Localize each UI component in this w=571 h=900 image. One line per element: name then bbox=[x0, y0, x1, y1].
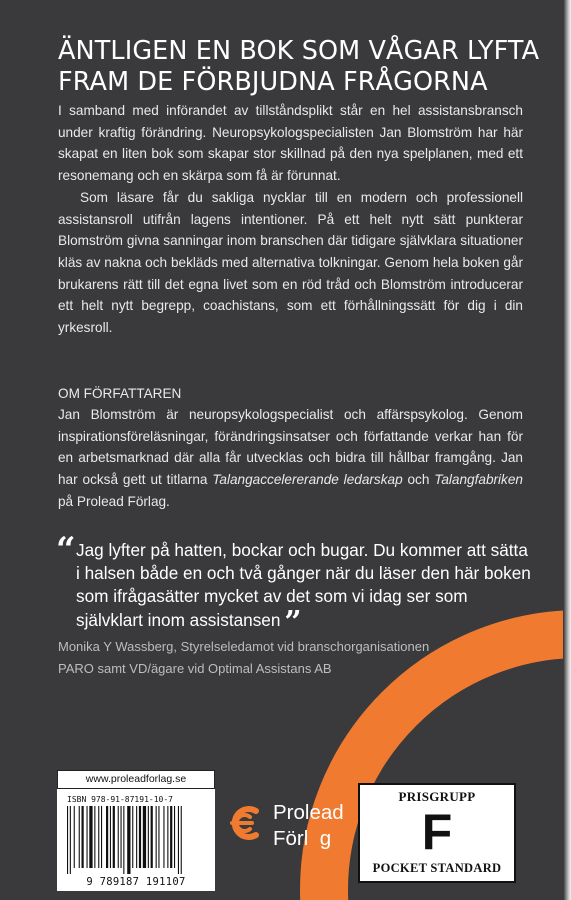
about-author-text bbox=[58, 404, 523, 513]
headline bbox=[58, 36, 538, 98]
blurb-paragraph-1: I samband med införandet av tillståndsplikt står en hel assistansbransch under kraftig förändring. Neuropsykologspecialisten Jan Blomström har här skapat en liten bok som skapar stor skillnad på den nya spelplanen, med ett resonemang och en skärpa som få är förunnat. bbox=[58, 103, 523, 184]
quote-open-mark: “ bbox=[56, 530, 76, 570]
cover-edge bbox=[563, 0, 571, 900]
book-title-1: Talangaccelererande ledarskap bbox=[212, 472, 403, 488]
barcode-digits: 9 789187 191107 bbox=[86, 876, 186, 888]
publisher-name-line-1: Prolead bbox=[273, 801, 344, 824]
price-group-letter: F bbox=[421, 804, 453, 860]
prolead-logo-icon bbox=[226, 803, 266, 843]
price-format-label: POCKET STANDARD bbox=[372, 861, 502, 875]
about-text-part-3: på Prolead Förlag. bbox=[58, 493, 170, 509]
isbn-label: ISBN 978-91-87191-10-7 bbox=[67, 795, 173, 804]
about-author-heading: OM FÖRFATTAREN bbox=[58, 386, 182, 401]
quote-close-mark: ” bbox=[284, 604, 302, 640]
price-group-box bbox=[358, 783, 516, 883]
book-title-2: Talangfabriken bbox=[434, 472, 523, 488]
review-quote bbox=[76, 539, 536, 640]
publisher-name bbox=[273, 800, 344, 852]
quote-source-line-2: PARO samt VD/ägare vid Optimal Assistans AB bbox=[58, 661, 332, 676]
publisher-name-line-2: Förlag bbox=[273, 827, 332, 850]
headline-line-1: ÄNTLIGEN EN BOK SOM VÅGAR LYFTA bbox=[58, 36, 540, 66]
barcode-icon bbox=[65, 806, 207, 874]
blurb bbox=[58, 100, 523, 339]
publisher-url: www.proleadforlag.se bbox=[57, 770, 215, 789]
price-group-label: PRISGRUPP bbox=[398, 789, 476, 804]
review-quote-text: Jag lyfter på hatten, bockar och bugar. Du kommer att sätta i halsen både en och två gånger när du läser den här boken som ifrågasätter mycket av det som vi idag ser som självklart inom assistansen bbox=[76, 540, 531, 630]
quote-source-line-1: Monika Y Wassberg, Styrelseledamot vid branschorganisationen bbox=[58, 639, 430, 654]
about-text-part-1: Jan Blomström är neuropsykologspecialist och affärspsykolog. Genom inspirationsföreläsningar, förändringsinsatser och författande verkar han för en arbetsmarknad där alla får utvecklas och bidra till hållbar framgång. Jan har också gett ut titlarna bbox=[58, 407, 523, 488]
barcode-panel bbox=[57, 770, 215, 891]
blurb-paragraph-2: Som läsare får du sakliga nycklar till en modern och professionell assistansroll utifrån lagens intentioner. På ett helt nytt sätt punkterar Blomström givna sanningar inom branschen där tidigare självklara situationer kläs av nakna och bekläds med alternativa tolkningar. Genom hela boken går brukarens rätt till det egna livet som en röd tråd och Blomström introducerar ett helt nytt begrepp, coachistans, som ett förhållningssätt för dig i din yrkesroll. bbox=[58, 189, 523, 336]
quote-source bbox=[58, 636, 528, 680]
headline-line-2: FRAM DE FÖRBJUDNA FRÅGORNA bbox=[58, 67, 488, 97]
about-text-part-2: och bbox=[402, 472, 435, 488]
